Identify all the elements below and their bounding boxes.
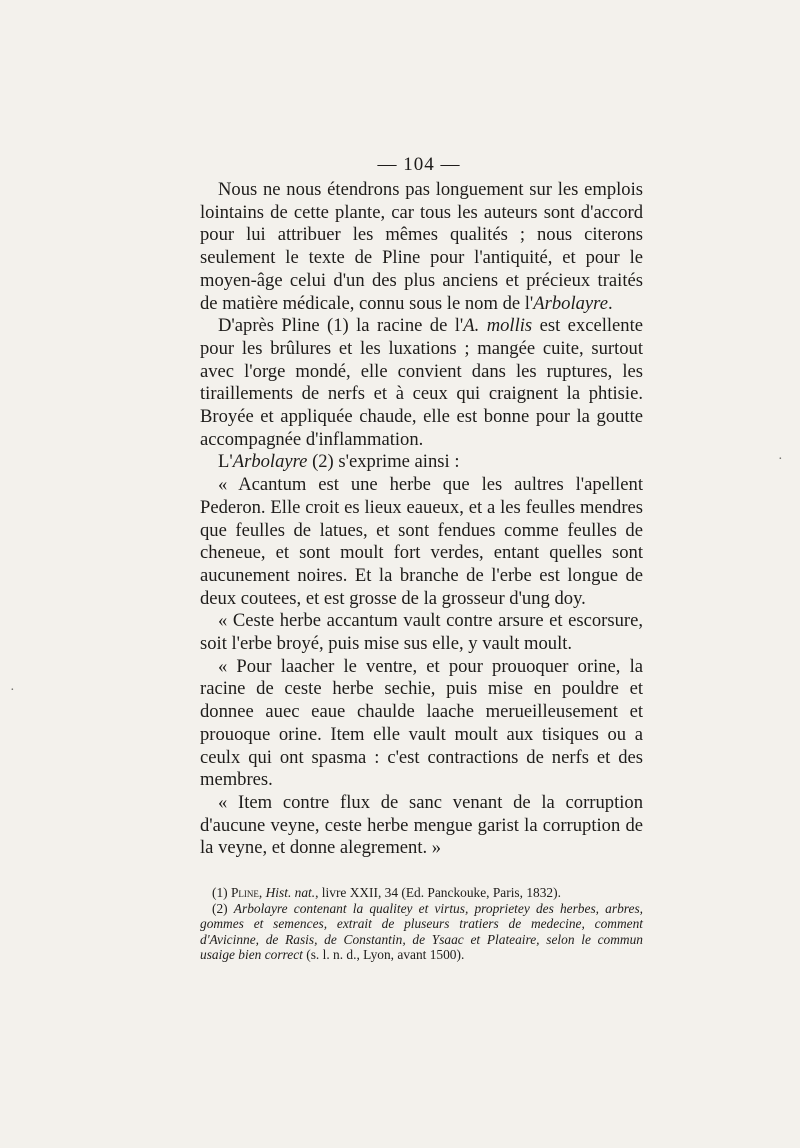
text-run: L' (218, 451, 233, 473)
quote-paragraph (200, 610, 643, 655)
paragraph (200, 179, 643, 315)
quote-paragraph (200, 656, 643, 792)
author-name: Pline (230, 885, 259, 900)
text-run: (s. l. n. d., Lyon, avant 1500). (302, 947, 465, 963)
italic-run: A. mollis (463, 315, 533, 337)
text-run: Nous ne nous étendrons pas longuement sur les emplois lointains de cette plante, car tous les auteurs sont d'accord pour lui attribuer les mêmes qualités ; nous citerons seulement le texte de Pline pour l'antiquité, et pour le moyen-âge celui d'un des plus anciens et précieux traités de matière médicale, connu sous le nom de l' (200, 179, 643, 314)
paragraph (200, 315, 643, 451)
footnote (200, 901, 643, 963)
text-run: est excellente pour les brûlures et les luxations ; mangée cuite, surtout avec l'orge mondé, elle convient dans les ruptures, les tiraillements de nerfs et à ceux qui craignent la phtisie. Broyée et appliquée chaude, elle est bonne pour la goutte accompagnée d'inflammation. (200, 315, 644, 450)
text-run: « Pour laacher le ventre, et pour prouoquer orine, la racine de ceste herbe sechie, puis mise en pouldre et donnee auec eaue chaulde laache merueilleusement et prouoque orine. Item elle vault moult aux tisiques ou a ceulx qui ont spasma : c'est contractions de nerfs et des membres. (200, 655, 643, 791)
scan-mark: · (10, 683, 15, 698)
italic-run: Arbolayre contenant la qualitey et virtus, proprietey des herbes, arbres, gommes et semences, extrait de pluseurs tratiers de medecine, comment d'Avicinne, de Rasis, de Constantin, de Ysaac et Plateaire, selon le commun usaige bien correct (200, 900, 643, 963)
scan-mark: · (778, 452, 783, 467)
italic-run: Hist. nat. (265, 885, 316, 900)
italic-run: Arbolayre (232, 451, 308, 473)
text-run: (2) s'exprime ainsi : (307, 451, 460, 473)
text-run: « Acantum est une herbe que les aultres l'apellent Pederon. Elle croit es lieux eaueux, et a les feulles mendres que feulles de latues, et sont fendues comme feulles de cheneue, et sont moult fort verdes, entant quelles sont aucunement noires. Et la branche de l'erbe est longue de deux coutees, et est grosse de la grosseur d'ung doy. (200, 474, 643, 609)
text-run: (1) (212, 885, 231, 900)
body-text (200, 179, 643, 860)
text-run: D'après Pline (1) la racine de l' (218, 315, 464, 337)
quote-paragraph (200, 474, 643, 610)
quote-paragraph (200, 792, 643, 860)
text-run: . (607, 292, 613, 314)
text-run: (2) (212, 900, 234, 916)
text-run: « Item contre flux de sanc venant de la corruption d'aucune veyne, ceste herbe mengue garist la corruption de la veyne, et donne alegrement. » (200, 791, 643, 859)
italic-run: Arbolayre (533, 292, 608, 314)
text-run: , (258, 885, 266, 900)
footnote (200, 885, 643, 901)
page-number: — 104 — (377, 154, 461, 175)
footnotes (200, 885, 643, 963)
paragraph (200, 451, 643, 474)
text-run: « Ceste herbe accantum vault contre arsure et escorsure, soit l'erbe broyé, puis mise sus elle, y vault moult. (200, 610, 643, 655)
text-run: , livre XXII, 34 (Ed. Panckouke, Paris, 1832). (315, 885, 561, 900)
